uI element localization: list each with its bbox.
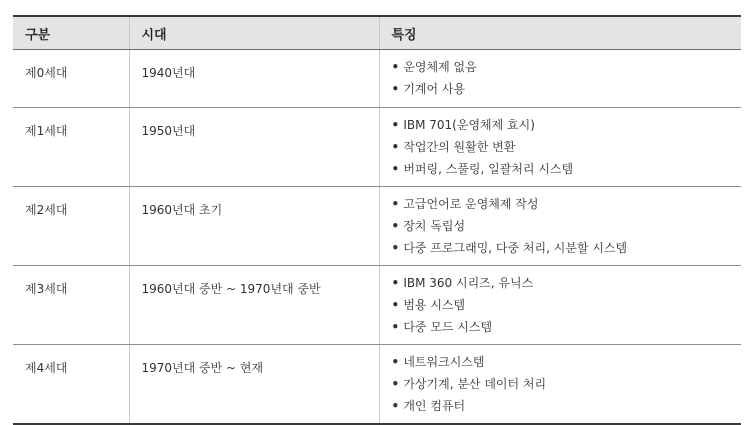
bullet-icon: • [391,140,400,154]
cell-era: 1960년대 중반 ~ 1970년대 중반 [129,266,379,345]
bullet-icon: • [391,162,400,176]
bullet-icon: • [391,197,400,211]
feature-text: 범용 시스템 [403,298,466,312]
cell-generation: 제4세대 [13,345,129,425]
bullet-icon: • [391,219,400,233]
cell-era: 1960년대 초기 [129,187,379,266]
cell-generation: 제1세대 [13,108,129,187]
feature-list [392,272,742,338]
feature-item [392,395,742,417]
cell-generation: 제0세대 [13,50,129,108]
os-generations-table [13,15,741,425]
bullet-icon: • [391,60,400,74]
cell-generation: 제3세대 [13,266,129,345]
bullet-icon: • [391,241,400,255]
feature-text: 네트워크시스템 [403,355,485,369]
feature-item [392,56,742,78]
feature-text: 작업간의 원활한 변환 [403,140,516,154]
table-row [13,266,741,345]
feature-text: 기계어 사용 [403,82,466,96]
bullet-icon: • [391,320,400,334]
bullet-icon: • [391,355,400,369]
table-row [13,187,741,266]
bullet-icon: • [391,298,400,312]
feature-text: 다중 프로그래밍, 다중 처리, 시분할 시스템 [403,241,628,255]
feature-item [392,114,742,136]
cell-features [379,108,741,187]
feature-list [392,193,742,259]
table-row [13,345,741,425]
feature-text: IBM 360 시리즈, 유닉스 [403,276,534,290]
feature-list [392,351,742,417]
feature-text: IBM 701(운영체제 효시) [403,118,535,132]
cell-features [379,187,741,266]
bullet-icon: • [391,82,400,96]
feature-text: 고급언어로 운영체제 작성 [403,197,539,211]
cell-era: 1970년대 중반 ~ 현재 [129,345,379,425]
feature-list [392,56,742,100]
feature-item [392,158,742,180]
cell-era: 1950년대 [129,108,379,187]
header-features: 특징 [379,16,741,50]
header-era: 시대 [129,16,379,50]
feature-text: 버퍼링, 스풀링, 일괄처리 시스템 [403,162,574,176]
os-generations-table-container [13,15,741,425]
feature-text: 가상기계, 분산 데이터 처리 [403,377,547,391]
cell-features [379,50,741,108]
header-row [13,16,741,50]
bullet-icon: • [391,118,400,132]
feature-item [392,136,742,158]
feature-text: 장치 독립성 [403,219,466,233]
bullet-icon: • [391,399,400,413]
feature-item [392,373,742,395]
feature-item [392,272,742,294]
table-row [13,108,741,187]
feature-item [392,351,742,373]
bullet-icon: • [391,276,400,290]
feature-item [392,78,742,100]
feature-item [392,193,742,215]
feature-item [392,215,742,237]
feature-item [392,294,742,316]
feature-item [392,237,742,259]
feature-text: 개인 컴퓨터 [403,399,466,413]
table-body [13,50,741,425]
feature-item [392,316,742,338]
cell-features [379,266,741,345]
table-header [13,16,741,50]
cell-features [379,345,741,425]
header-generation: 구분 [13,16,129,50]
bullet-icon: • [391,377,400,391]
cell-generation: 제2세대 [13,187,129,266]
table-row [13,50,741,108]
cell-era: 1940년대 [129,50,379,108]
feature-text: 다중 모드 시스템 [403,320,493,334]
feature-list [392,114,742,180]
feature-text: 운영체제 없음 [403,60,477,74]
